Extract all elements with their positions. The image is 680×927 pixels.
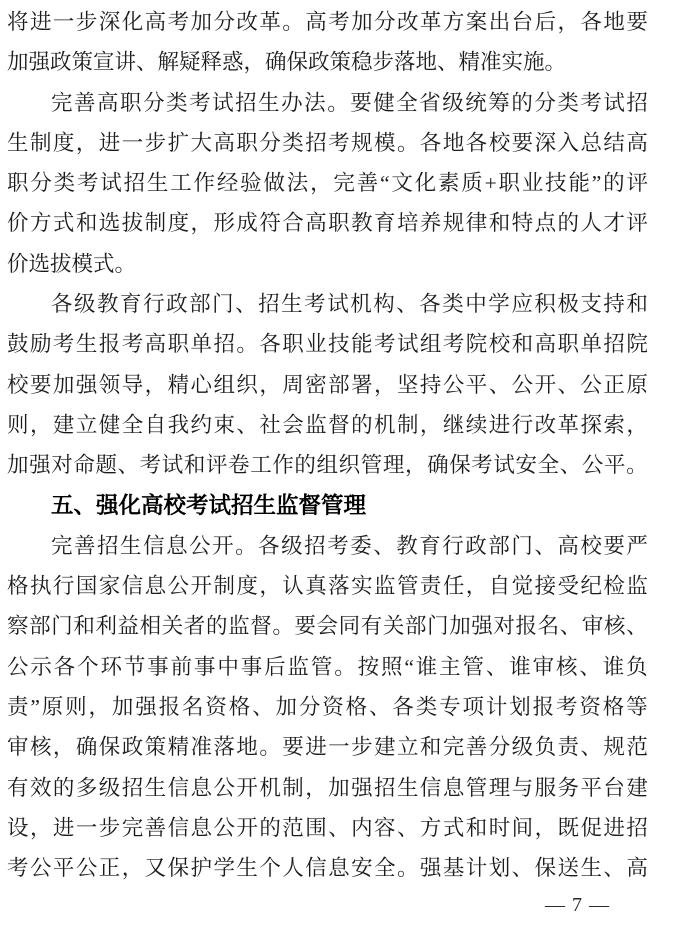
document-line: 责 ” 原 则 ， 加 强 报 名 资 格 、 加 分 资 格 、 各 类 专 项 计 划 报 考 资 格 等	[7, 695, 648, 720]
document-line: 审 核 ， 确 保 政 策 精 准 落 地 。 要 进 一 步 建 立 和 完 善 分 级 负 责 、 规 范	[7, 735, 648, 760]
document-line: 则 ， 建 立 健 全 自 我 约 束 、 社 会 监 督 的 机 制 ， 继 续 进 行 改 革 探 索 ，	[7, 412, 648, 437]
document-line: 价选拔模式。	[7, 251, 137, 276]
document-line: 加强政策宣讲、解疑释惑，确保政策稳步落地、精准实施。	[7, 50, 567, 75]
document-line: 职 分 类 考 试 招 生 工 作 经 验 做 法 ， 完 善 “ 文 化 素 质 + 职 业 技 能 ” 的 评	[7, 171, 648, 196]
document-line: 生 制 度 ， 进 一 步 扩 大 高 职 分 类 招 考 规 模 。 各 地 各 校 要 深 入 总 结 高	[7, 130, 648, 155]
document-line: 加 强 对 命 题 、 考 试 和 评 卷 工 作 的 组 织 管 理 ， 确 保 考 试 安 全 、 公 平 。	[7, 453, 648, 478]
document-line: 各 级 教 育 行 政 部 门 、 招 生 考 试 机 构 、 各 类 中 学 应 积 极 支 持 和	[51, 292, 648, 317]
document-line: 鼓 励 考 生 报 考 高 职 单 招 。 各 职 业 技 能 考 试 组 考 院 校 和 高 职 单 招 院	[7, 332, 648, 357]
document-line: 设 ， 进 一 步 完 善 信 息 公 开 的 范 围 、 内 容 、 方 式 和 时 间 ， 既 促 进 招	[7, 815, 648, 840]
document-line: 格 执 行 国 家 信 息 公 开 制 度 ， 认 真 落 实 监 管 责 任 ， 自 觉 接 受 纪 检 监	[7, 574, 648, 599]
document-line: 价 方 式 和 选 拔 制 度 ， 形 成 符 合 高 职 教 育 培 养 规 律 和 特 点 的 人 才 评	[7, 211, 648, 236]
document-line: 有 效 的 多 级 招 生 信 息 公 开 机 制 ， 加 强 招 生 信 息 管 理 与 服 务 平 台 建	[7, 775, 648, 800]
section-heading: 五、强化高校考试招生监督管理	[51, 492, 367, 518]
document-line: 公 示 各 个 环 节 事 前 事 中 事 后 监 管 。 按 照 “ 谁 主 管 、 谁 审 核 、 谁 负	[7, 654, 648, 679]
document-line: 完 善 招 生 信 息 公 开 。 各 级 招 考 委 、 教 育 行 政 部 门 、 高 校 要 严	[51, 533, 648, 558]
document-line: 校 要 加 强 领 导 ， 精 心 组 织 ， 周 密 部 署 ， 坚 持 公 平 、 公 开 、 公 正 原	[7, 372, 648, 397]
page-number: — 7 —	[545, 894, 610, 916]
document-line: 考 公 平 公 正 ， 又 保 护 学 生 个 人 信 息 安 全 。 强 基 计 划 、 保 送 生 、 高	[7, 856, 648, 881]
document-body	[7, 2, 648, 889]
document-line: 察 部 门 和 利 益 相 关 者 的 监 督 。 要 会 同 有 关 部 门 加 强 对 报 名 、 审 核 、	[7, 614, 648, 639]
document-line: 将 进 一 步 深 化 高 考 加 分 改 革 。 高 考 加 分 改 革 方 案 出 台 后 ， 各 地 要	[7, 10, 648, 34]
document-line: 完 善 高 职 分 类 考 试 招 生 办 法 。 要 健 全 省 级 统 筹 的 分 类 考 试 招	[51, 90, 648, 115]
